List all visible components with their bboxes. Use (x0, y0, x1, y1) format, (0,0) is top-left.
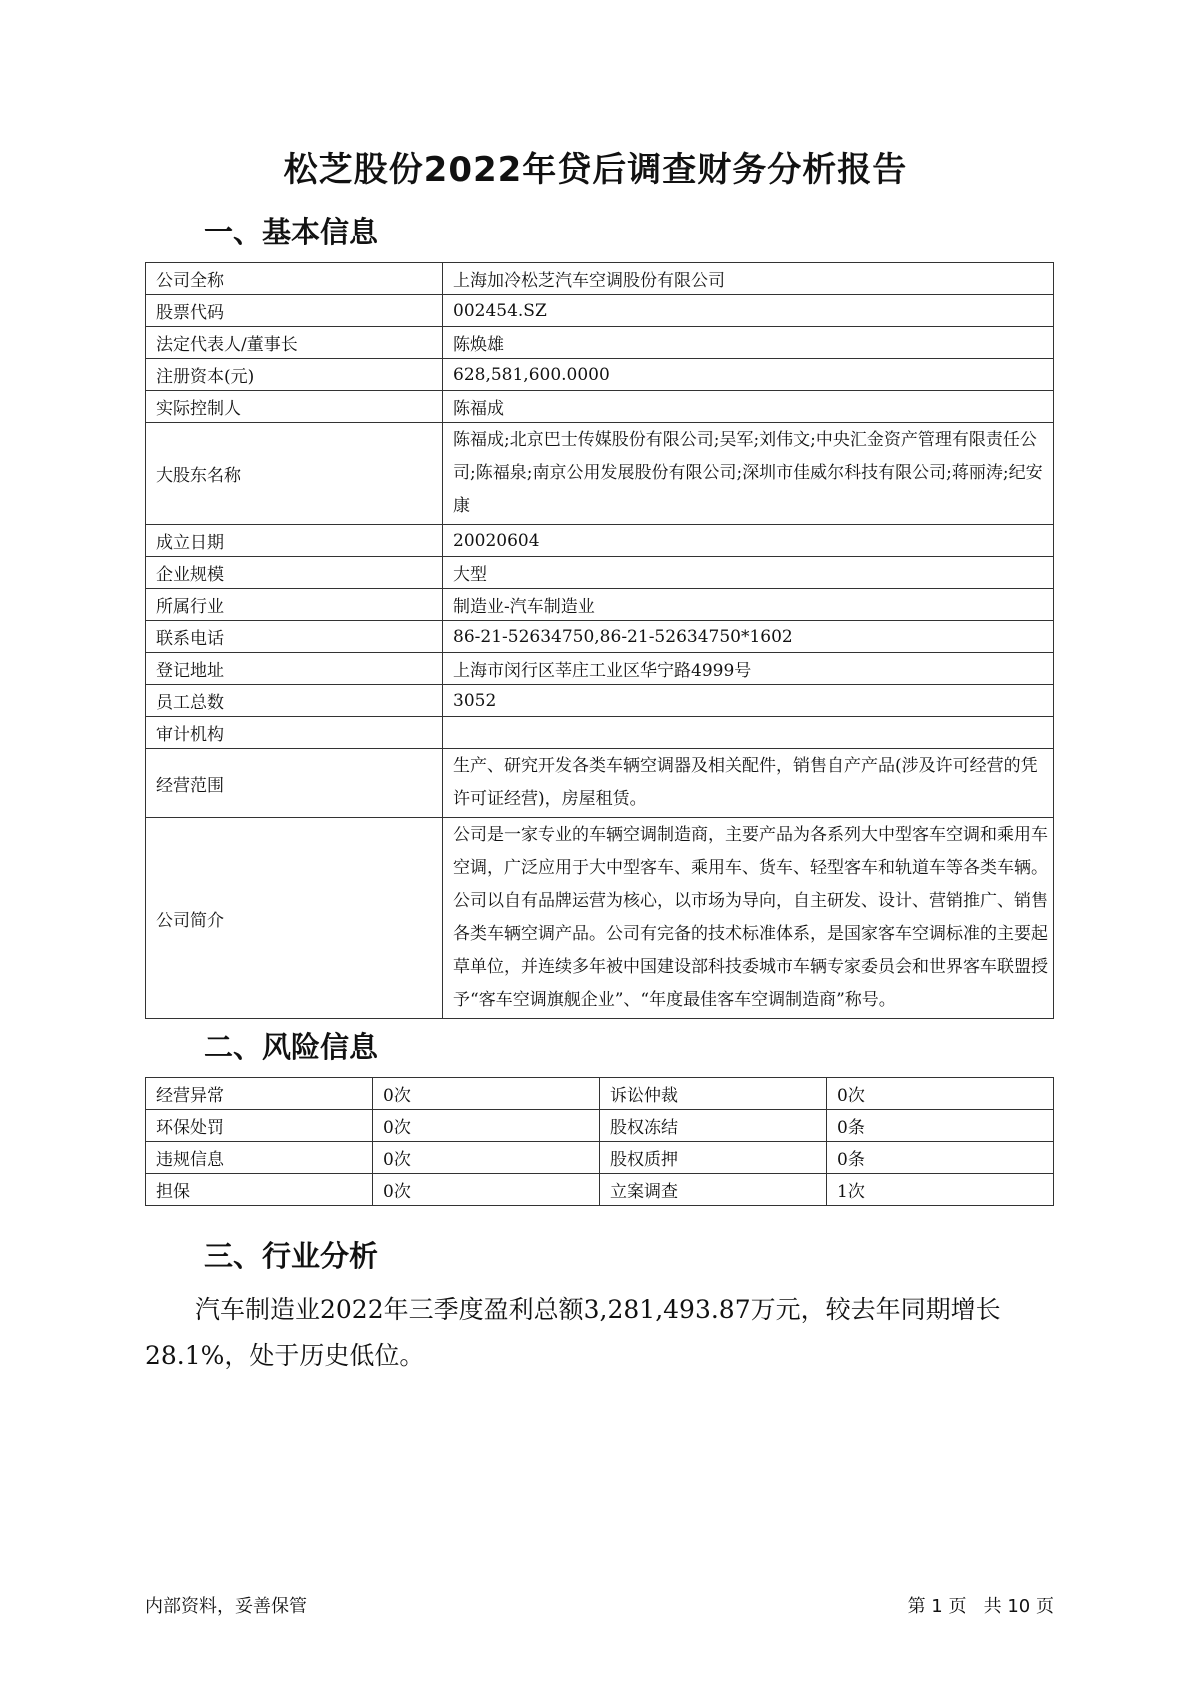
risk-value: 0次 (827, 1078, 1054, 1110)
industry-analysis-text: 汽车制造业2022年三季度盈利总额3,281,493.87万元，较去年同期增长28.1%，处于历史低位。 (145, 1295, 1001, 1370)
risk-row (146, 1078, 1054, 1110)
info-label: 注册资本(元) (146, 359, 443, 391)
info-row (146, 653, 1054, 685)
info-label: 公司全称 (146, 263, 443, 295)
info-row (146, 525, 1054, 557)
info-row (146, 749, 1054, 818)
risk-value: 1次 (827, 1174, 1054, 1206)
info-value: 002454.SZ (443, 295, 1054, 327)
info-value: 上海加冷松芝汽车空调股份有限公司 (443, 263, 1054, 295)
risk-value: 0次 (373, 1142, 600, 1174)
footer-confidential-note: 内部资料，妥善保管 (145, 1596, 307, 1617)
info-row (146, 295, 1054, 327)
risk-label: 立案调查 (600, 1174, 827, 1206)
info-row (146, 359, 1054, 391)
risk-label: 诉讼仲裁 (600, 1078, 827, 1110)
risk-label: 股权冻结 (600, 1110, 827, 1142)
info-label: 审计机构 (146, 717, 443, 749)
info-label: 成立日期 (146, 525, 443, 557)
info-row (146, 818, 1054, 1019)
footer-page-number: 第 1 页 共 10 页 (907, 1596, 1054, 1617)
basic-info-table (145, 262, 1054, 1019)
info-row (146, 685, 1054, 717)
info-label: 登记地址 (146, 653, 443, 685)
risk-row (146, 1174, 1054, 1206)
info-label: 经营范围 (146, 749, 443, 818)
info-value: 628,581,600.0000 (443, 359, 1054, 391)
risk-value: 0条 (827, 1142, 1054, 1174)
info-label: 公司简介 (146, 818, 443, 1019)
info-row (146, 263, 1054, 295)
info-row (146, 557, 1054, 589)
info-value: 陈福成 (443, 391, 1054, 423)
info-value: 公司是一家专业的车辆空调制造商，主要产品为各系列大中型客车空调和乘用车空调，广泛应用于大中型客车、乘用车、货车、轻型客车和轨道车等各类车辆。公司以自有品牌运营为核心，以市场为导向，自主研发、设计、营销推广、销售各类车辆空调产品。公司有完备的技术标准体系，是国家客车空调标准的主要起草单位，并连续多年被中国建设部科技委城市车辆专家委员会和世界客车联盟授予“客车空调旗舰企业”、“年度最佳客车空调制造商”称号。 (443, 818, 1054, 1019)
risk-label: 担保 (146, 1174, 373, 1206)
info-row (146, 589, 1054, 621)
risk-label: 股权质押 (600, 1142, 827, 1174)
section-heading-risk-info: 二、风险信息 (204, 1030, 379, 1064)
report-title: 松芝股份2022年贷后调查财务分析报告 (283, 150, 908, 190)
risk-value: 0次 (373, 1078, 600, 1110)
risk-value: 0次 (373, 1110, 600, 1142)
risk-row (146, 1110, 1054, 1142)
info-value: 20020604 (443, 525, 1054, 557)
info-value: 上海市闵行区莘庄工业区华宁路4999号 (443, 653, 1054, 685)
info-row (146, 717, 1054, 749)
info-row (146, 327, 1054, 359)
info-label: 所属行业 (146, 589, 443, 621)
info-row (146, 423, 1054, 525)
info-row (146, 391, 1054, 423)
info-label: 实际控制人 (146, 391, 443, 423)
risk-row (146, 1142, 1054, 1174)
info-label: 员工总数 (146, 685, 443, 717)
risk-value: 0次 (373, 1174, 600, 1206)
info-value: 陈福成;北京巴士传媒股份有限公司;吴军;刘伟文;中央汇金资产管理有限责任公司;陈福泉;南京公用发展股份有限公司;深圳市佳威尔科技有限公司;蒋丽涛;纪安康 (443, 423, 1054, 525)
risk-label: 环保处罚 (146, 1110, 373, 1142)
info-label: 联系电话 (146, 621, 443, 653)
info-label: 股票代码 (146, 295, 443, 327)
info-value: 3052 (443, 685, 1054, 717)
info-value: 86-21-52634750,86-21-52634750*1602 (443, 621, 1054, 653)
risk-label: 违规信息 (146, 1142, 373, 1174)
info-label: 法定代表人/董事长 (146, 327, 443, 359)
info-value: 生产、研究开发各类车辆空调器及相关配件，销售自产产品(涉及许可经营的凭许可证经营)，房屋租赁。 (443, 749, 1054, 818)
risk-label: 经营异常 (146, 1078, 373, 1110)
section-heading-basic-info: 一、基本信息 (204, 215, 379, 249)
info-value: 制造业-汽车制造业 (443, 589, 1054, 621)
section-heading-industry-analysis: 三、行业分析 (204, 1239, 379, 1273)
info-row (146, 621, 1054, 653)
risk-info-table (145, 1077, 1054, 1206)
info-value: 大型 (443, 557, 1054, 589)
risk-value: 0条 (827, 1110, 1054, 1142)
info-value: 陈焕雄 (443, 327, 1054, 359)
info-label: 企业规模 (146, 557, 443, 589)
info-value (443, 717, 1054, 749)
info-label: 大股东名称 (146, 423, 443, 525)
